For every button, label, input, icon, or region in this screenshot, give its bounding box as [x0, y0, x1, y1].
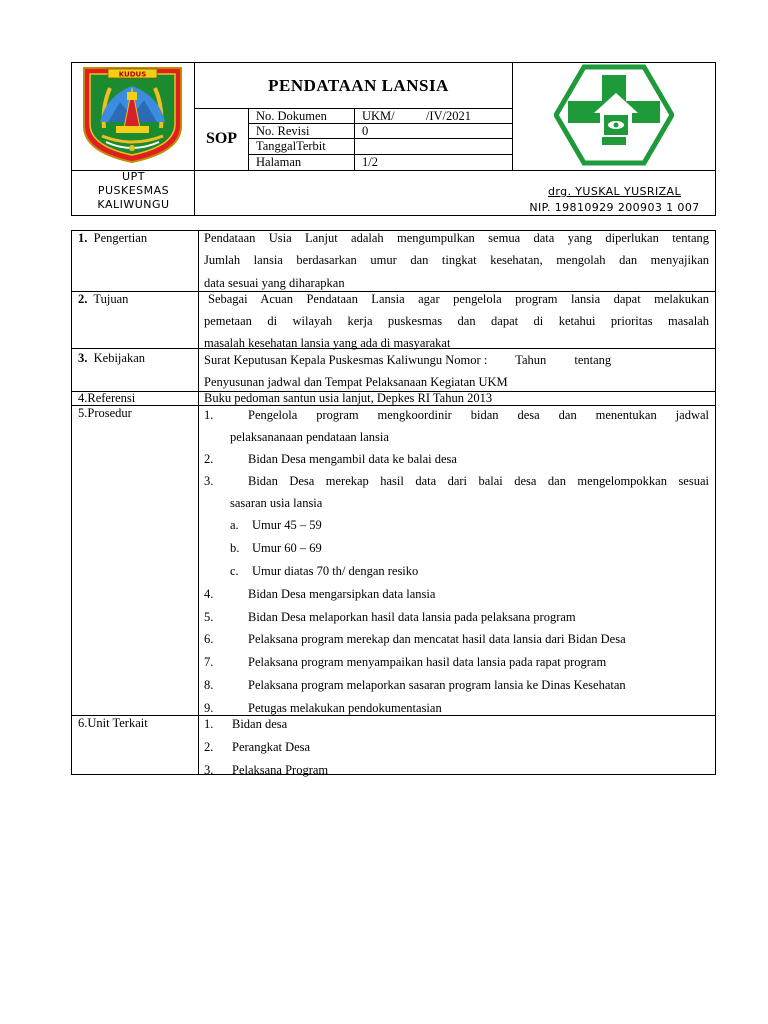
step-text: Bidan Desa merekap hasil data dari balai desa dan mengelompokkan sesuai — [248, 474, 709, 488]
unit-line: UPT — [122, 170, 145, 183]
sub-number: a. — [230, 518, 239, 532]
step-number: 5. — [204, 610, 214, 624]
unit-number: 1. — [204, 717, 214, 731]
unit-text: Bidan desa — [232, 717, 288, 731]
meta-label: TanggalTerbit — [256, 139, 326, 153]
pengertian-line: Pendataan Usia Lanjut adalah mengumpulkan semua data yang diperlukan tentang — [204, 231, 709, 245]
tujuan-line: pemetaan di wilayah kerja puskesmas dan dapat di ketahui prioritas masalah — [204, 314, 709, 328]
tujuan-line: masalah kesehatan lansia yang ada di masyarakat — [204, 336, 451, 350]
sop-label: SOP — [205, 130, 238, 147]
unit-text: Pelaksana Program — [232, 763, 329, 777]
unit-text: Perangkat Desa — [232, 740, 311, 754]
section-label-text: Pengertian — [93, 231, 148, 245]
unit-number: 3. — [204, 763, 214, 777]
signatory-name: drg. YUSKAL YUSRIZAL — [547, 185, 682, 198]
step-number: 6. — [204, 632, 214, 646]
divider — [354, 108, 355, 170]
step-number: 4. — [204, 587, 214, 601]
section-label-prosedur: 5.Prosedur — [78, 406, 132, 420]
section-label-kebijakan — [78, 351, 145, 366]
pengertian-line: Jumlah lansia berdasarkan umur dan tingkat kesehatan, mengolah dan menyajikan — [204, 253, 709, 267]
step-text: Petugas melakukan pendokumentasian — [248, 701, 442, 715]
step-text: Pelaksana program merekap dan mencatat hasil data lansia dari Bidan Desa — [248, 632, 626, 646]
meta-value: 1/2 — [362, 155, 378, 169]
age-group-item — [230, 564, 418, 579]
section-number: 2. — [78, 292, 88, 306]
sub-text: Umur 60 – 69 — [252, 541, 322, 555]
section-label-pengertian — [78, 231, 147, 246]
step-text: Bidan Desa mengambil data ke balai desa — [248, 452, 457, 466]
page-title: PENDATAAN LANSIA — [268, 75, 449, 95]
meta-value: 0 — [362, 124, 369, 138]
section-number: 1. — [78, 231, 88, 245]
meta-label: Halaman — [256, 155, 302, 169]
step-text: sasaran usia lansia — [230, 496, 323, 510]
signatory-nip: NIP. 19810929 200903 1 007 — [529, 201, 700, 214]
step-text: Bidan Desa melaporkan hasil data lansia pada pelaksana program — [248, 610, 576, 624]
meta-value: UKM/ /IV/2021 — [362, 109, 472, 123]
kudus-regency-logo — [80, 66, 185, 164]
sop-content-table — [71, 230, 716, 775]
unit-number: 2. — [204, 740, 214, 754]
age-group-item — [230, 518, 322, 533]
kebijakan-line: Surat Keputusan Kepala Puskesmas Kaliwungu Nomor : Tahun tentang — [204, 353, 612, 367]
section-label-referensi: 4.Referensi — [78, 391, 136, 405]
meta-label: No. Dokumen — [256, 109, 327, 123]
step-text: Pelaksana program menyampaikan hasil data lansia pada rapat program — [248, 655, 607, 669]
kebijakan-line: Penyusunan jadwal dan Tempat Pelaksanaan Kegiatan UKM — [204, 375, 508, 389]
unit-line: PUSKESMAS — [97, 184, 170, 197]
logo-kudus-text: KUDUS — [118, 70, 147, 79]
section-label-unit-terkait: 6.Unit Terkait — [78, 716, 148, 730]
puskesmas-logo — [554, 63, 674, 168]
section-label-text: Tujuan — [93, 292, 129, 306]
unit-name — [72, 170, 195, 216]
step-number: 3. — [204, 474, 214, 488]
step-text: Pelaksana program melaporkan sasaran program lansia ke Dinas Kesehatan — [248, 678, 626, 692]
meta-label: No. Revisi — [256, 124, 310, 138]
divider — [198, 231, 199, 774]
section-label-tujuan — [78, 292, 128, 307]
sub-number: b. — [230, 541, 240, 555]
step-number: 9. — [204, 701, 214, 715]
step-number: 7. — [204, 655, 214, 669]
sub-number: c. — [230, 564, 239, 578]
step-number: 8. — [204, 678, 214, 692]
step-text: Pengelola program mengkoordinir bidan desa dan menentukan jadwal — [248, 408, 709, 422]
age-group-item — [230, 541, 322, 556]
referensi-text: Buku pedoman santun usia lanjut, Depkes RI Tahun 2013 — [204, 391, 493, 405]
sub-text: Umur 45 – 59 — [252, 518, 322, 532]
sop-header — [71, 62, 716, 216]
sub-text: Umur diatas 70 th/ dengan resiko — [252, 564, 419, 578]
pengertian-line: data sesuai yang diharapkan — [204, 276, 345, 290]
step-text: Bidan Desa mengarsipkan data lansia — [248, 587, 436, 601]
signatory-block — [512, 184, 717, 216]
section-number: 3. — [78, 351, 88, 365]
tujuan-line: Sebagai Acuan Pendataan Lansia agar pengelola program lansia dapat melakukan — [208, 292, 709, 306]
unit-line: KALIWUNGU — [97, 198, 170, 211]
step-text: pelaksananaan pendataan lansia — [230, 430, 389, 444]
step-number: 1. — [204, 408, 214, 422]
divider — [248, 108, 249, 170]
section-label-text: Kebijakan — [93, 351, 145, 365]
step-number: 2. — [204, 452, 214, 466]
divider — [512, 63, 513, 170]
